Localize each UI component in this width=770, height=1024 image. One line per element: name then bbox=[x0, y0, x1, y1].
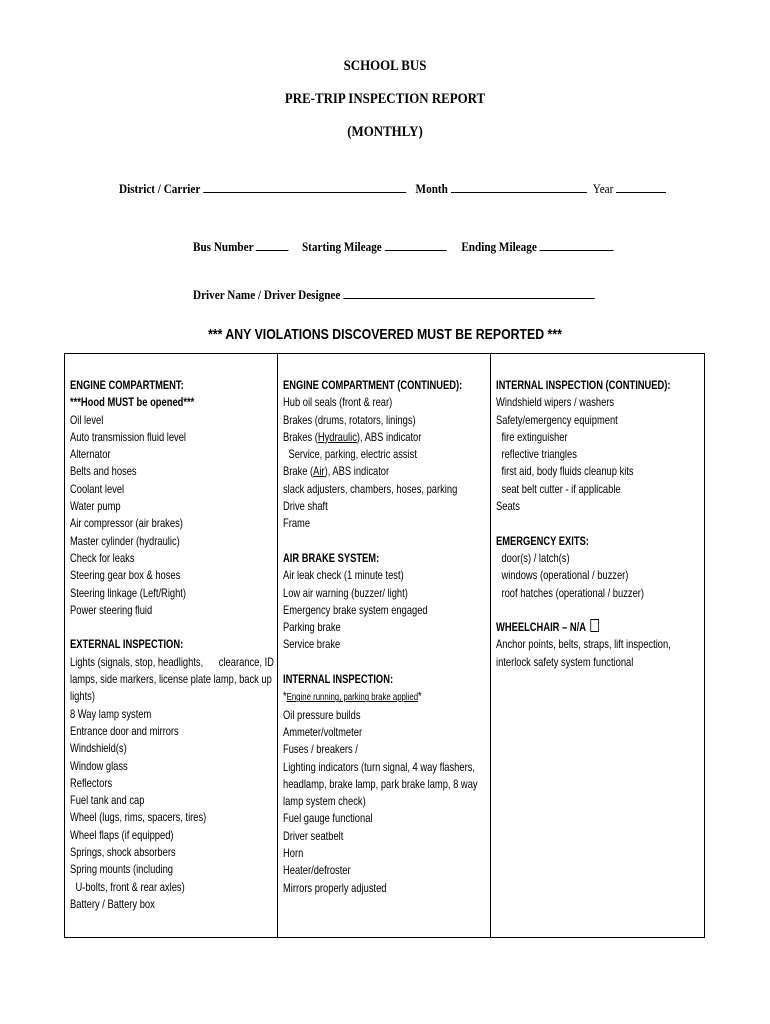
driver-row bbox=[193, 286, 594, 303]
checklist-item: Window glass bbox=[70, 758, 128, 773]
district-month-year-row bbox=[119, 180, 666, 197]
bus-mileage-row bbox=[193, 238, 614, 255]
bus-number-label: Bus Number bbox=[193, 239, 254, 254]
checklist-item: Brake (Air), ABS indicator bbox=[283, 464, 390, 479]
checklist-item: seat belt cutter - if applicable bbox=[501, 481, 621, 496]
checklist-item: Air leak check (1 minute test) bbox=[283, 568, 404, 583]
checklist-item: Driver seatbelt bbox=[283, 828, 344, 843]
checklist-item: 8 Way lamp system bbox=[70, 706, 152, 721]
month-field[interactable] bbox=[451, 180, 587, 193]
checklist-item: Anchor points, belts, straps, lift inspection, bbox=[496, 637, 671, 652]
starting-mileage-label: Starting Mileage bbox=[301, 239, 382, 254]
external-inspection-heading: EXTERNAL INSPECTION: bbox=[70, 637, 184, 652]
ending-mileage-field[interactable] bbox=[540, 238, 614, 251]
checklist-item: Seats bbox=[496, 499, 520, 514]
title-report: PRE-TRIP INSPECTION REPORT bbox=[284, 91, 486, 107]
checklist-item: Springs, shock absorbers bbox=[70, 845, 176, 860]
checklist-item: Brakes (drums, rotators, linings) bbox=[283, 412, 416, 427]
checklist-item: roof hatches (operational / buzzer) bbox=[501, 585, 645, 600]
checklist-item: Water pump bbox=[70, 499, 121, 514]
year-field[interactable] bbox=[616, 180, 666, 193]
checklist-item: Wheel flaps (if equipped) bbox=[70, 827, 174, 842]
checklist-item: Battery / Battery box bbox=[70, 896, 155, 911]
checklist-item: Service brake bbox=[283, 637, 341, 652]
engine-compartment-continued-heading: ENGINE COMPARTMENT (CONTINUED): bbox=[283, 378, 463, 392]
checklist-item: Lighting indicators (turn signal, 4 way flashers, bbox=[283, 759, 475, 774]
inspection-checklist-table bbox=[64, 353, 705, 938]
checklist-item: Auto transmission fluid level bbox=[70, 429, 187, 444]
emergency-exits-heading: EMERGENCY EXITS: bbox=[496, 533, 589, 548]
checklist-item: Drive shaft bbox=[283, 499, 328, 514]
checklist-item: interlock safety system functional bbox=[496, 654, 634, 669]
checklist-item: Windshield(s) bbox=[70, 741, 127, 756]
checklist-item: Coolant level bbox=[70, 481, 125, 496]
checklist-item: Spring mounts (including bbox=[70, 862, 174, 877]
hood-note: ***Hood MUST be opened*** bbox=[70, 395, 195, 410]
engine-compartment-heading: ENGINE COMPARTMENT: bbox=[70, 378, 184, 392]
violations-notice: *** ANY VIOLATIONS DISCOVERED MUST BE REPORTED *** bbox=[208, 326, 562, 343]
checklist-item: Emergency brake system engaged bbox=[283, 602, 428, 617]
internal-note: *Engine running, parking brake applied* bbox=[283, 689, 422, 704]
district-field[interactable] bbox=[203, 180, 406, 193]
checklist-item: Alternator bbox=[70, 447, 111, 462]
checklist-item: Hub oil seals (front & rear) bbox=[283, 395, 393, 410]
title-monthly: (MONTHLY) bbox=[347, 124, 423, 140]
internal-inspection-heading: INTERNAL INSPECTION: bbox=[283, 672, 394, 687]
checklist-item: headlamp, brake lamp, park brake lamp, 8 way bbox=[283, 776, 478, 791]
starting-mileage-field[interactable] bbox=[385, 238, 447, 251]
column-3 bbox=[496, 377, 720, 671]
checklist-item: Check for leaks bbox=[70, 550, 135, 565]
checklist-item: Heater/defroster bbox=[283, 863, 351, 878]
air-brake-system-heading: AIR BRAKE SYSTEM: bbox=[283, 550, 380, 565]
month-label: Month bbox=[415, 181, 448, 196]
district-label: District / Carrier bbox=[119, 181, 201, 196]
ending-mileage-label: Ending Mileage bbox=[461, 239, 537, 254]
checklist-item: Oil level bbox=[70, 412, 104, 427]
checklist-item: Brakes (Hydraulic), ABS indicator bbox=[283, 429, 422, 444]
checklist-item: first aid, body fluids cleanup kits bbox=[501, 464, 634, 479]
checklist-item: Steering gear box & hoses bbox=[70, 568, 181, 583]
checklist-item: fire extinguisher bbox=[501, 429, 568, 444]
checklist-item: Belts and hoses bbox=[70, 464, 137, 479]
checklist-item: Wheel (lugs, rims, spacers, tires) bbox=[70, 810, 207, 825]
checklist-item: Oil pressure builds bbox=[283, 707, 361, 722]
checklist-item: Fuses / breakers / bbox=[283, 742, 358, 757]
checklist-item: lamp system check) bbox=[283, 794, 366, 809]
checklist-item: Reflectors bbox=[70, 775, 113, 790]
checklist-item: Safety/emergency equipment bbox=[496, 412, 618, 427]
checklist-item: Frame bbox=[283, 516, 311, 531]
checklist-item: Windshield wipers / washers bbox=[496, 395, 615, 410]
checklist-item: door(s) / latch(s) bbox=[501, 550, 570, 565]
checklist-item: Ammeter/voltmeter bbox=[283, 724, 363, 739]
checklist-item: Horn bbox=[283, 846, 304, 861]
checklist-item: reflective triangles bbox=[501, 447, 577, 462]
checklist-item: Master cylinder (hydraulic) bbox=[70, 533, 180, 548]
checklist-item: Power steering fluid bbox=[70, 602, 153, 617]
checklist-item: Fuel gauge functional bbox=[283, 811, 373, 826]
checklist-item: Parking brake bbox=[283, 620, 341, 635]
checklist-item: slack adjusters, chambers, hoses, parking bbox=[283, 481, 458, 496]
checklist-item: Steering linkage (Left/Right) bbox=[70, 585, 187, 600]
bus-number-field[interactable] bbox=[256, 238, 289, 251]
checklist-item: windows (operational / buzzer) bbox=[501, 568, 629, 583]
checklist-item: Lights (signals, stop, headlights, clearance, ID bbox=[70, 654, 274, 669]
year-label: Year bbox=[592, 181, 614, 196]
checklist-item: lights) bbox=[70, 689, 95, 704]
checklist-item: Service, parking, electric assist bbox=[288, 447, 417, 462]
driver-label: Driver Name / Driver Designee bbox=[193, 287, 341, 302]
checklist-item: Low air warning (buzzer/ light) bbox=[283, 585, 408, 600]
wheelchair-heading: WHEELCHAIR – N/A bbox=[496, 619, 671, 636]
checklist-item: U-bolts, front & rear axles) bbox=[75, 879, 185, 894]
checklist-item: Entrance door and mirrors bbox=[70, 723, 179, 738]
checklist-item: Fuel tank and cap bbox=[70, 793, 145, 808]
internal-inspection-continued-heading: INTERNAL INSPECTION (CONTINUED): bbox=[496, 378, 671, 392]
checklist-item: Mirrors properly adjusted bbox=[283, 880, 387, 895]
wheelchair-na-checkbox[interactable] bbox=[591, 619, 600, 632]
driver-field[interactable] bbox=[343, 286, 594, 299]
checklist-item: lamps, side markers, license plate lamp, back up bbox=[70, 672, 272, 687]
checklist-item: Air compressor (air brakes) bbox=[70, 516, 183, 531]
title-school-bus: SCHOOL BUS bbox=[343, 58, 427, 74]
